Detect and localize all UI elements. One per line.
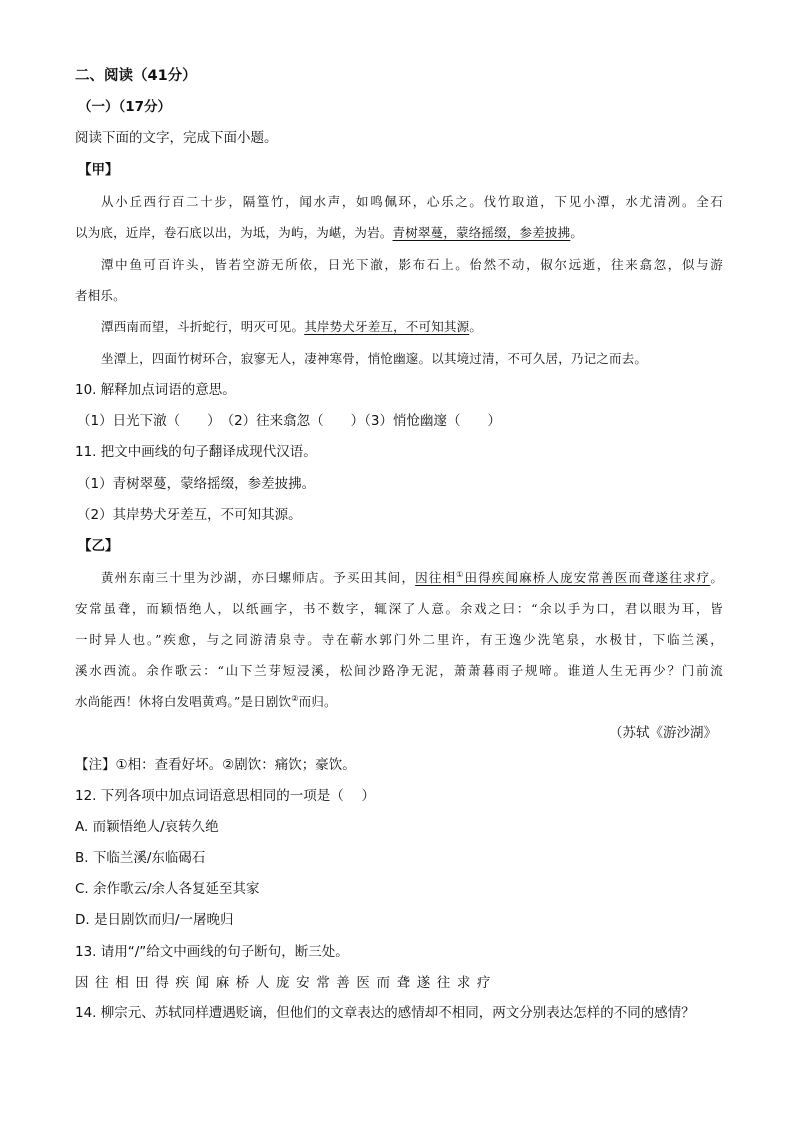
- jia-p3-end: 。: [469, 319, 483, 334]
- underlined-sentence-2: 其岸势犬牙差互，不可知其源: [304, 319, 470, 334]
- yi-line2: 安常虽聋，而颖悟绝人，以纸画字，书不数字，辄深了人意。余戏之曰：“余以手为口，君以眼为耳，皆: [75, 601, 723, 616]
- yi-line5-end: 而归。: [298, 694, 337, 709]
- question-13: 13. 请用“/”给文中画线的句子断句，断三处。: [75, 944, 349, 960]
- jia-p3: [101, 318, 482, 336]
- question-11: 11. 把文中画线的句子翻译成现代汉语。: [75, 444, 317, 460]
- underlined-part-b: 田得疾闻麻桥人庞安常善医而聋遂往求疗: [464, 570, 711, 585]
- yi-line3: 一时异人也。”疾愈，与之同游清泉寺。寺在蕲水郭门外二里许，有王逸少洗笔泉，水极甘，下临兰溪，: [75, 632, 723, 647]
- question-10: 10. 解释加点词语的意思。: [75, 382, 236, 398]
- question-13-sentence: 因往相田得疾闻麻桥人庞安常善医而聋遂往求疗: [75, 975, 498, 991]
- option-a: A. 而颖悟绝人/哀转久绝: [75, 819, 219, 835]
- question-14: 14. 柳宗元、苏轼同样遭遇贬谪，但他们的文章表达的感情却不相同，两文分别表达怎样的不同的感情？: [75, 1005, 695, 1021]
- yi-line4: 溪水西流。余作歌云：“山下兰芽短浸溪，松间沙路净无泥，萧萧暮雨子规啼。谁道人生无再少？门前流: [75, 663, 723, 678]
- yi-line1-text: 黄州东南三十里为沙湖，亦曰螺师店。予买田其间，: [101, 570, 416, 585]
- option-c: C. 余作歌云/余人各复延至其家: [75, 881, 260, 897]
- question-11-sentence-1: （1）青树翠蔓，蒙络摇缀，参差披拂。: [77, 476, 316, 492]
- question-12: 12. 下列各项中加点词语意思相同的一项是（ ）: [75, 788, 376, 804]
- passage-source: （苏轼《游沙湖》: [609, 725, 717, 741]
- option-b: B. 下临兰溪/东临碣石: [75, 850, 206, 866]
- footnote-1-marker: ①: [456, 569, 465, 579]
- section-title: 二、阅读（41分）: [75, 68, 197, 84]
- yi-line5-text: 水尚能西！休将白发唱黄鸡。”是日剧饮: [75, 694, 292, 709]
- yi-line5: [75, 693, 337, 711]
- option-d: D. 是日剧饮而归/一屠晚归: [75, 912, 234, 928]
- question-10-items: （1）日光下澈（ ） （2）往来翕忽（ ）（3）悄怆幽邃（ ）: [77, 413, 502, 429]
- part-title: （一）（17分）: [78, 99, 172, 115]
- question-11-sentence-2: （2）其岸势犬牙差互，不可知其源。: [77, 507, 302, 523]
- jia-p1-line1: 从小丘西行百二十步，隔篁竹，闻水声，如鸣佩环，心乐之。伐竹取道，下见小潭，水尤清冽。全石: [101, 194, 723, 209]
- underlined-part-a: 因往相: [415, 570, 457, 585]
- yi-line1: [101, 569, 723, 587]
- footnote: 【注】①相：查看好坏。②剧饮：痛饮；豪饮。: [75, 757, 356, 773]
- passage-yi-label: 【乙】: [78, 538, 119, 554]
- instruction: 阅读下面的文字，完成下面小题。: [75, 130, 278, 146]
- jia-p2-line1: 潭中鱼可百许头，皆若空游无所依，日光下澈，影布石上。佁然不动，俶尔远逝，往来翕忽，似与游: [101, 257, 723, 272]
- jia-p1-line2: [75, 224, 583, 242]
- underlined-sentence-1: 青树翠蔓，蒙络摇缀，参差披拂: [392, 225, 571, 240]
- jia-p1-end: 。: [570, 225, 584, 240]
- jia-p4: 坐潭上，四面竹树环合，寂寥无人，凄神寒骨，悄怆幽邃。以其境过清，不可久居，乃记之而去。: [101, 351, 648, 366]
- footnote-2-marker: ②: [291, 693, 299, 703]
- underlined-sentence-3: [415, 570, 710, 585]
- jia-p3-text: 潭西南而望，斗折蛇行，明灭可见。: [101, 319, 305, 334]
- yi-line1-end: 。: [710, 570, 724, 585]
- passage-jia-label: 【甲】: [78, 162, 119, 178]
- jia-p1-text: 以为底，近岸，卷石底以出，为坻，为屿，为嵁，为岩。: [75, 225, 393, 240]
- jia-p2-line2: 者相乐。: [75, 288, 126, 303]
